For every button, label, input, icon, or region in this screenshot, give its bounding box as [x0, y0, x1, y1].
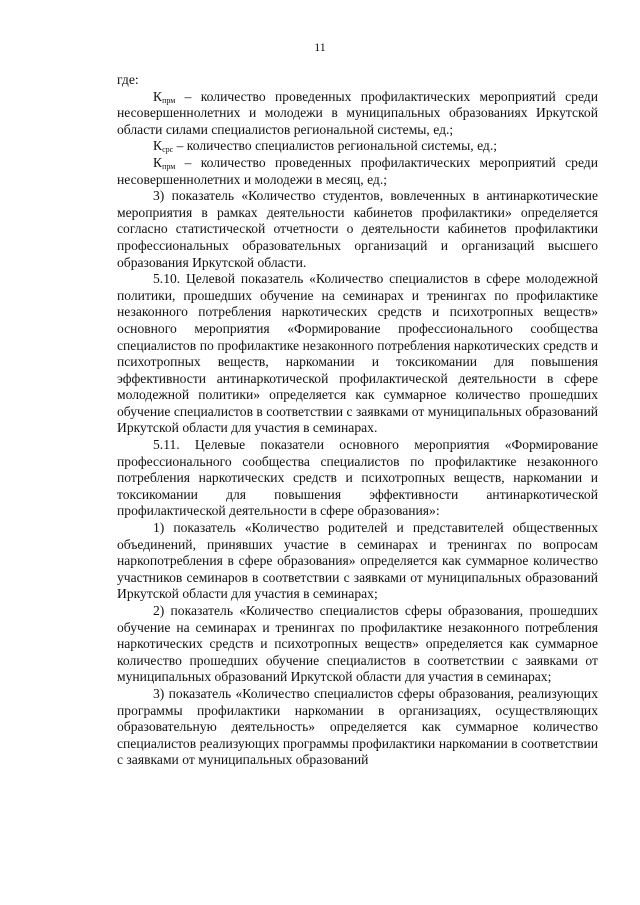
page-number: 11: [314, 40, 326, 54]
formula-symbol: К: [153, 88, 163, 104]
formula-text: – количество проведенных профилактических мероприятий среди несовершеннолетних и молодежи в месяц, ед.;: [117, 154, 598, 187]
formula-text: – количество специалистов региональной системы, ед.;: [173, 138, 498, 154]
formula-symbol: К: [153, 138, 163, 154]
document-body: [117, 72, 598, 769]
intro-text: где:: [117, 72, 139, 87]
formula-subscript: прм: [162, 95, 176, 105]
formula-definition: [117, 138, 598, 155]
paragraph: 1) показатель «Количество родителей и представителей общественных объединений, принявших участие в семинарах и тренингах по вопросам наркопотребления в сфере образования» определяется как суммарное количество участников семинаров в соответствии с заявками от муниципальных образований Иркутской области для участия в семинарах;: [117, 520, 598, 602]
formula-definition: [117, 89, 598, 139]
paragraph: 3) показатель «Количество студентов, вовлеченных в антинаркотические мероприятия в рамках деятельности кабинетов профилактики» определяется согласно статистической отчетности о деятельности кабинетов профилактики профессиональных образовательных организаций и организаций высшего образования Иркутской области.: [117, 188, 598, 270]
paragraph: 5.11. Целевые показатели основного мероприятия «Формирование профессионального сообщества специалистов по профилактике незаконного потребления наркотических средств и психотропных веществ, наркомании и токсикомании для повышения эффективности антинаркотической профилактической деятельности в сфере образования»:: [117, 437, 598, 519]
formula-subscript: срс: [162, 145, 174, 155]
paragraph: 5.10. Целевой показатель «Количество специалистов в сфере молодежной политики, прошедших обучение на семинарах и тренингах по профилактике незаконного потребления наркотических средств и психотропных веществ» основного мероприятия «Формирование профессионального сообщества специалистов по профилактике незаконного потребления наркотических средств и психотропных веществ, наркомании и токсикомании для повышения эффективности антинаркотической профилактической деятельности в сфере молодежной политики» определяется как суммарное количество прошедших обучение специалистов в соответствии с заявками от муниципальных образований Иркутской области для участия в семинарах.: [117, 271, 598, 436]
formula-subscript: прм: [162, 161, 176, 171]
formula-text: – количество проведенных профилактических мероприятий среди несовершеннолетних и молодежи в муниципальных образованиях Иркутской области силами специалистов региональной системы, ед.;: [117, 88, 598, 137]
paragraph: 2) показатель «Количество специалистов сферы образования, прошедших обучение на семинарах и тренингах по профилактике незаконного потребления наркотических средств и психотропных веществ» определяется как суммарное количество прошедших обучение специалистов в соответствии с заявками от муниципальных образований Иркутской области для участия в семинарах;: [117, 603, 598, 685]
formula-definition: [117, 155, 598, 188]
paragraph: 3) показатель «Количество специалистов сферы образования, реализующих программы профилактики наркомании в организациях, осуществляющих образовательную деятельность» определяется как суммарное количество специалистов реализующих программы профилактики наркомании в соответствии с заявками от муниципальных образований: [117, 685, 598, 768]
formula-symbol: К: [153, 154, 163, 170]
